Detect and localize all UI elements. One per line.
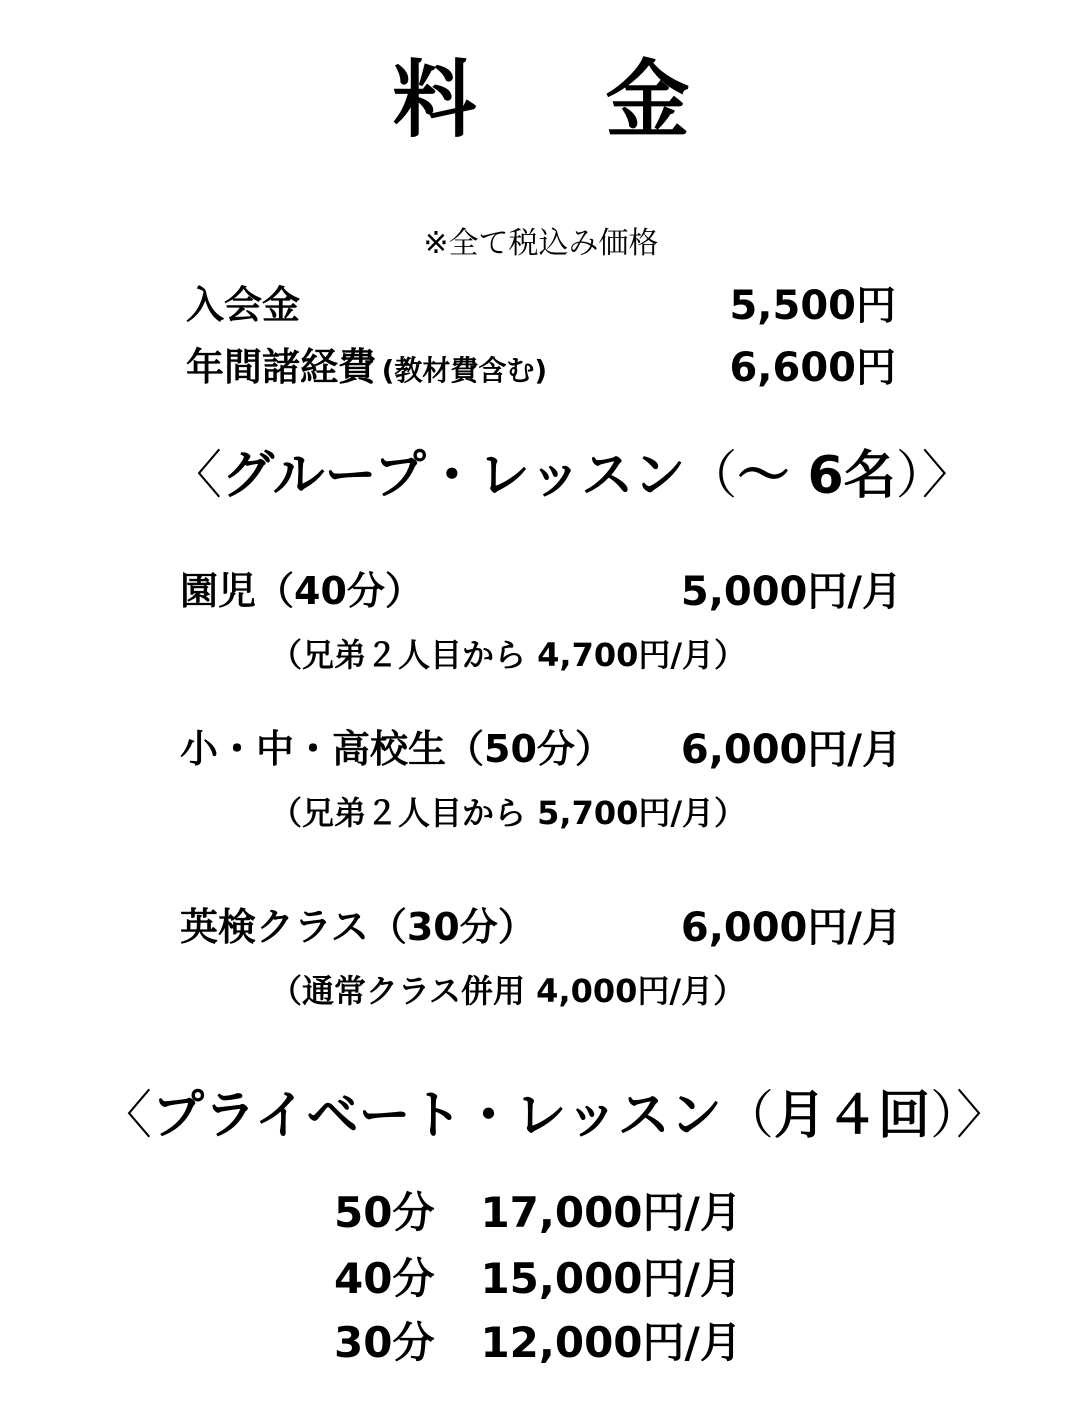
class-label: 英検クラス（30分） [180,905,536,949]
annual-fee-label: 年間諸経費 [186,345,377,389]
class-note: （兄弟２人目から 4,700円/月） [270,636,747,674]
left-angle-bracket: 〈 [100,1086,153,1146]
class-price: 6,000円/月 [680,727,902,773]
class-note: （兄弟２人目から 5,700円/月） [270,794,747,832]
right-paren: ）〉 [929,1086,1008,1146]
private-rate-duration: 30分 [334,1318,435,1367]
private-rate-row [334,1246,742,1306]
private-rate-price: 15,000円/月 [480,1254,742,1303]
private-rate-price: 17,000円/月 [480,1188,742,1237]
left-angle-bracket: 〈 [170,446,223,506]
group-lesson-title: グループ・レッスン [222,446,686,506]
left-paren: （ [721,1086,774,1146]
tax-note: ※全て税込み価格 [423,226,659,261]
private-lesson-title: プライベート・レッスン [152,1086,722,1146]
annual-fee-label-group [186,336,547,391]
right-paren: ）〉 [895,446,974,506]
page-title: 料 金 [392,51,740,149]
private-rate-row [334,1310,742,1370]
group-lesson-heading [170,446,974,506]
entry-fee-label: 入会金 [186,283,301,327]
entry-fee-price: 5,500円 [729,283,896,329]
private-lesson-heading [100,1086,1008,1146]
annual-fee-sub: (教材費含む) [381,354,548,387]
annual-fee-price: 6,600円 [729,345,896,391]
class-price: 5,000円/月 [680,569,902,615]
private-rate-price: 12,000円/月 [480,1318,742,1367]
private-rate-duration: 40分 [334,1254,435,1303]
group-lesson-capacity: 〜 6名 [737,446,896,506]
class-label: 園児（40分） [180,569,423,613]
class-label: 小・中・高校生（50分） [180,727,613,771]
class-price: 6,000円/月 [680,905,902,951]
private-rate-duration: 50分 [334,1188,435,1237]
class-note: （通常クラス併用 4,000円/月） [270,972,746,1010]
private-rate-row [334,1180,742,1240]
private-lesson-frequency: 月４回 [773,1086,930,1146]
left-paren: （ [685,446,738,506]
